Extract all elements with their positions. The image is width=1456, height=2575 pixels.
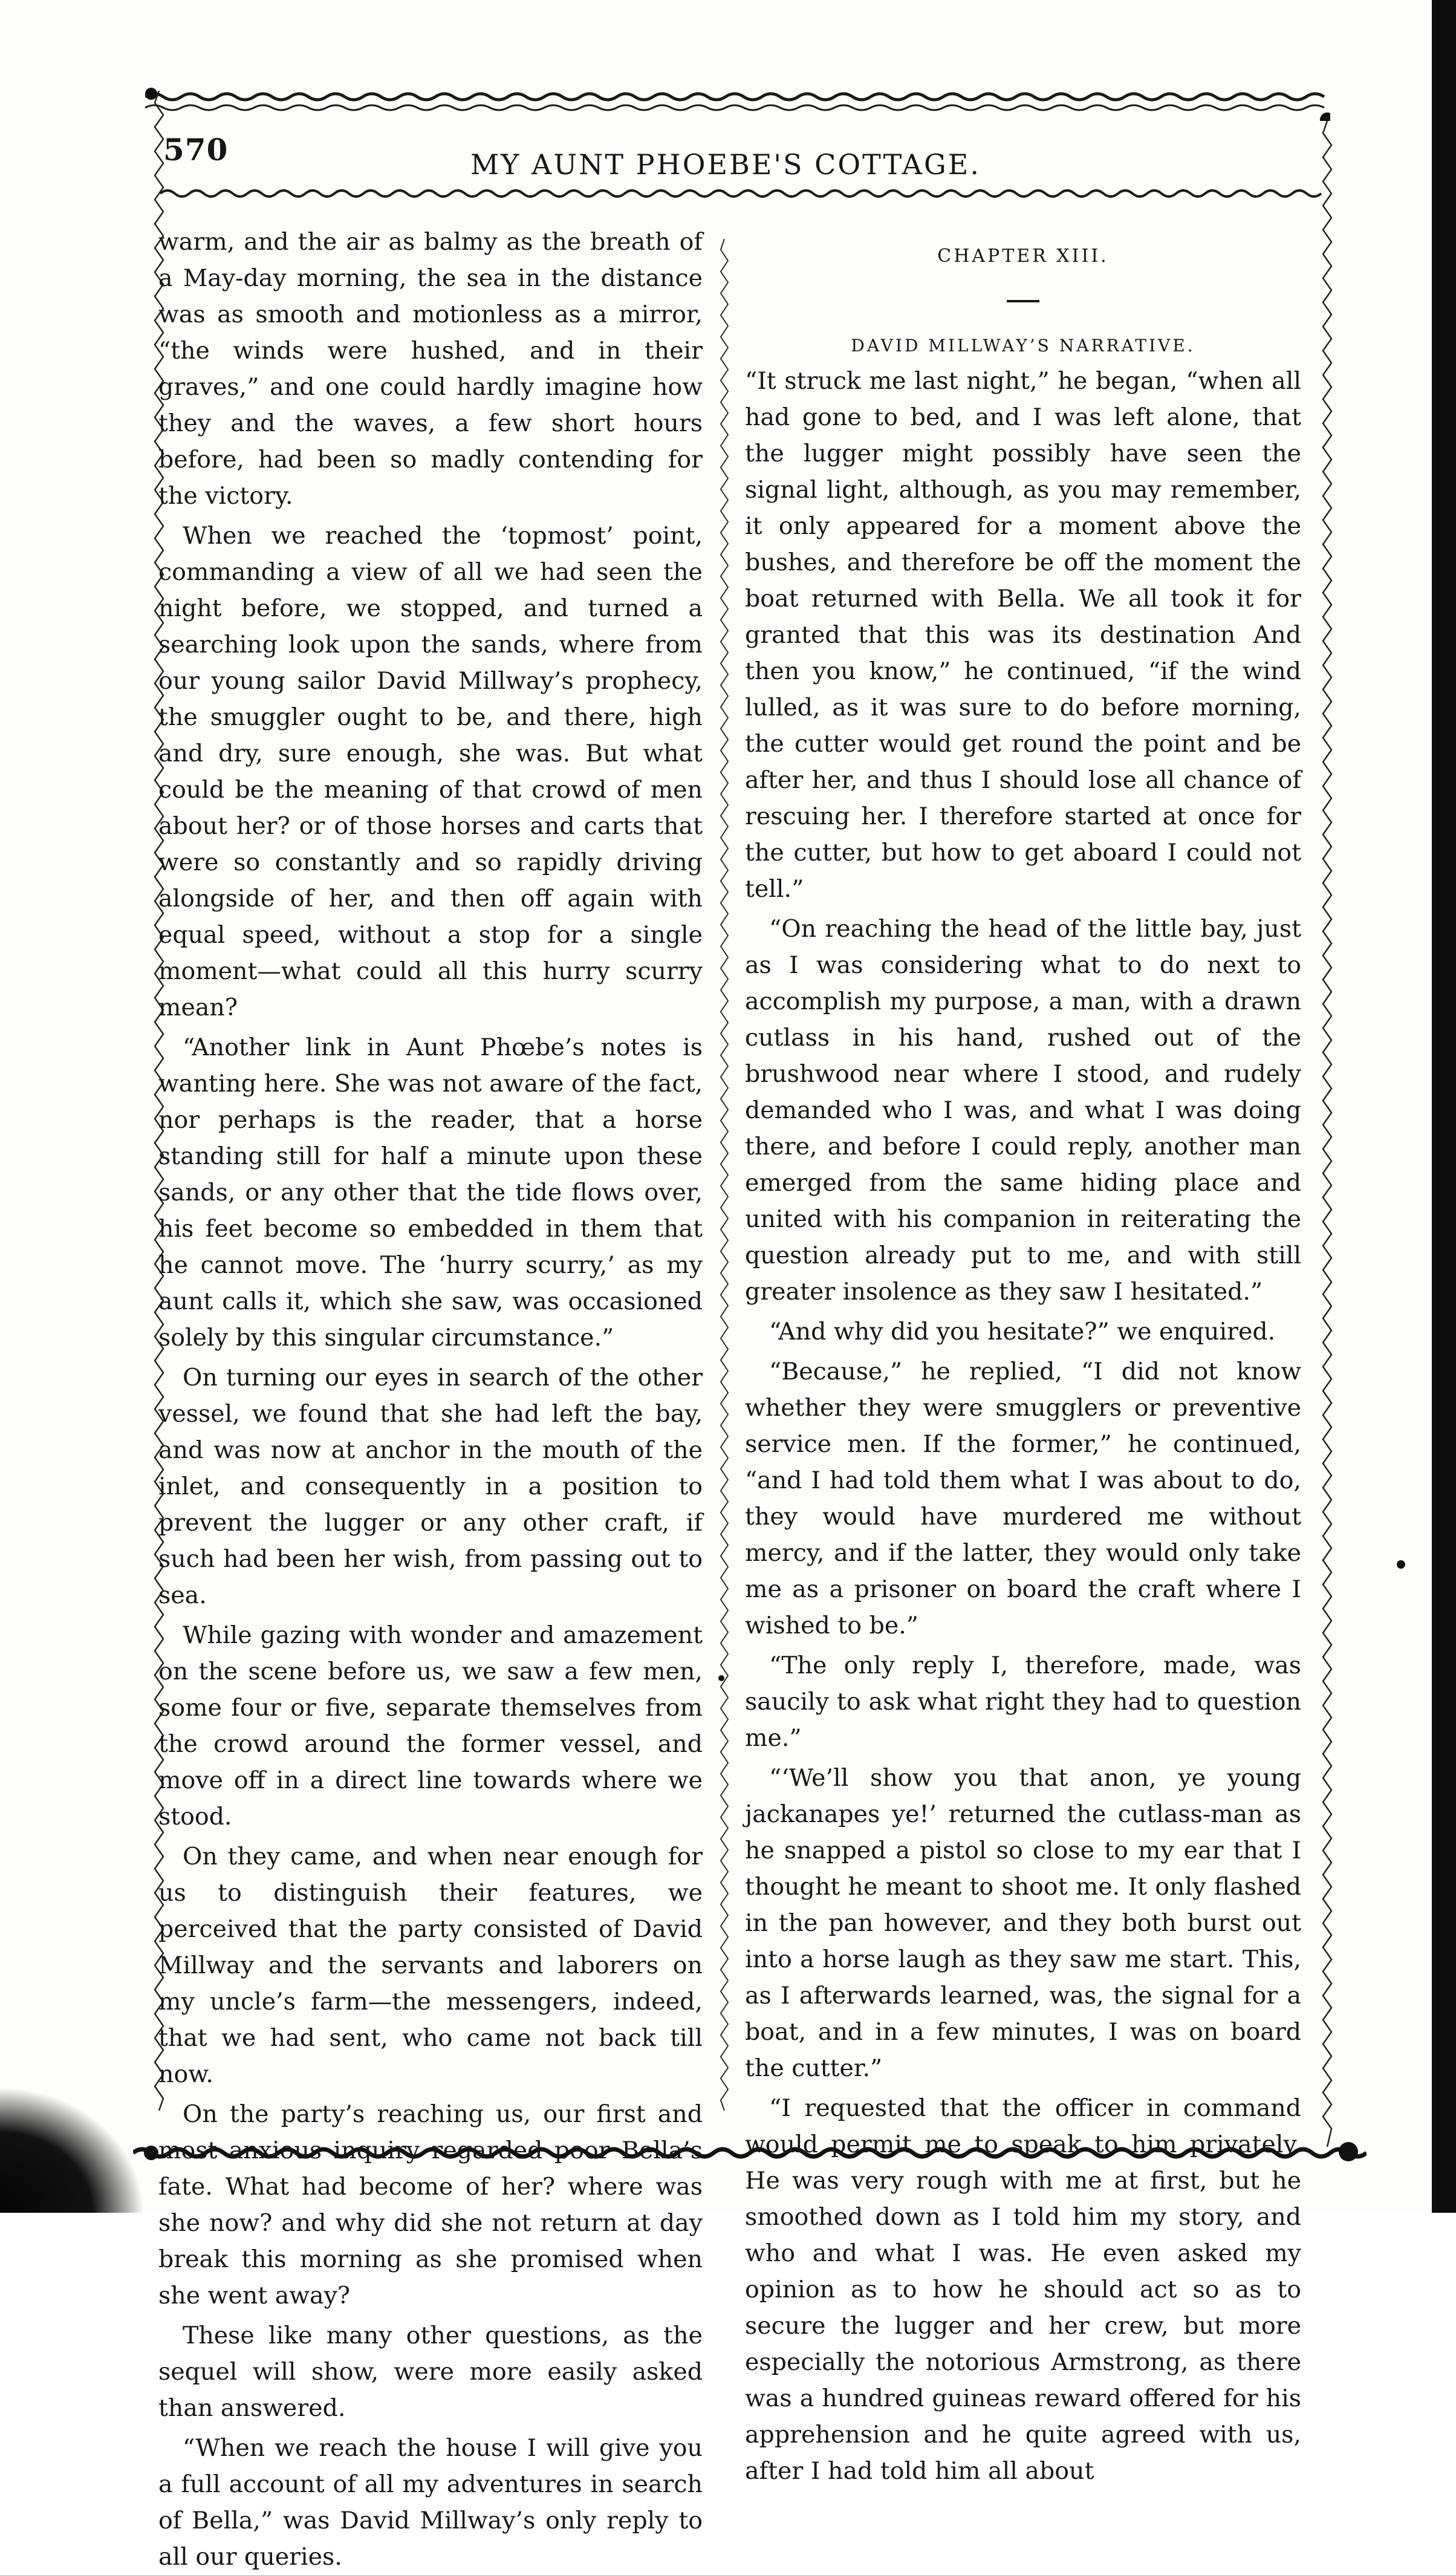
right-ornamental-border bbox=[1318, 121, 1336, 2147]
top-ornamental-border bbox=[145, 85, 1330, 121]
chapter-subtitle: DAVID MILLWAY’S NARRATIVE. bbox=[851, 336, 1195, 356]
left-paragraph-9: “When we reach the house I will give you a full account of all my adventures in search of Bella,” was David Millway’s only reply to all our queries. bbox=[158, 2434, 703, 2571]
page-number: 570 bbox=[163, 132, 229, 168]
left-paragraph-3: “Another link in Aunt Phœbe’s notes is wanting here. She was not aware of the fact, nor perhaps is the reader, that a horse standing still for half a minute upon these sands, or any other that the tide flows over, his feet become so embedded in them that he cannot move. The ‘hurry scurry,’ as my aunt calls it, which she saw, was occasioned solely by this singular circumstance.” bbox=[158, 1034, 703, 1352]
header-rule-border bbox=[160, 181, 1333, 206]
right-paragraph-1: “It struck me last night,” he began, “when all had gone to bed, and I was left alone, that the lugger might possibly have seen the signal light, although, as you may remember, it only appeared for a moment above the bushes, and therefore be off the moment the boat returned with Bella. We all took it for granted that this was its destination And then you know,” he continued, “if the wind lulled, as it was sure to do before morning, the cutter would get round the point and be after her, and thus I should lose all chance of rescuing her. I therefore started at once for the cutter, but how to get aboard I could not tell.” bbox=[745, 367, 1301, 903]
column-divider-border bbox=[717, 239, 732, 2111]
left-paragraph-5: While gazing with wonder and amazement on the scene before us, we saw a few men, some four or five, separate themselves from the crowd around the former vessel, and move off in a direct line towards where we stood. bbox=[158, 1621, 703, 1831]
scan-dark-edge bbox=[1432, 0, 1456, 2213]
right-column bbox=[745, 224, 1301, 2489]
scan-corner-shadow bbox=[0, 2086, 145, 2213]
chapter-title: CHAPTER XIII. bbox=[937, 246, 1109, 267]
chapter-rule bbox=[1007, 300, 1039, 302]
right-paragraph-6: “‘We’ll show you that anon, ye young jackanapes ye!’ returned the cutlass-man as he snapped a pistol so close to my ear that I thought he meant to shoot me. It only flashed in the pan however, and they both burst out into a horse laugh as they saw me start. This, as I afterwards learned, was, the signal for a boat, and in a few minutes, I was on board the cutter.” bbox=[745, 1764, 1301, 2082]
right-paragraph-4: “Because,” he replied, “I did not know whether they were smugglers or preventive service men. If the former,” he continued, “and I had told them what I was about to do, they would have murdered me without mercy, and if the latter, they would only take me as a prisoner on board the craft where I wished to be.” bbox=[745, 1358, 1301, 1639]
right-paragraph-5: “The only reply I, therefore, made, was saucily to ask what right they had to question me.” bbox=[745, 1652, 1301, 1752]
right-paragraph-2: “On reaching the head of the little bay, just as I was considering what to do next to accomplish my purpose, a man, with a drawn cutlass in his hand, rushed out of the brushwood near where I stood, and rudely demanded who I was, and what I was doing there, and before I could reply, another man emerged from the same hiding place and united with his companion in reiterating the question already put to me, and with still greater insolence as they saw I hesitated.” bbox=[745, 915, 1301, 1306]
left-paragraph-4: On turning our eyes in search of the other vessel, we found that she had left the bay, and was now at anchor in the mouth of the inlet, and consequently in a position to prevent the lugger or any other craft, if such had been her wish, from passing out to sea. bbox=[158, 1364, 703, 1609]
running-head: MY AUNT PHOEBE'S COTTAGE. bbox=[470, 148, 981, 181]
left-paragraph-8: These like many other questions, as the sequel will show, were more easily asked than answered. bbox=[158, 2322, 703, 2422]
left-paragraph-6: On they came, and when near enough for us to distinguish their features, we perceived that the party consisted of David Millway and the servants and laborers on my uncle’s farm—the messengers, indeed, that we had sent, who came not back till now. bbox=[158, 1843, 703, 2088]
left-column bbox=[158, 224, 703, 2575]
left-paragraph-2: When we reached the ‘topmost’ point, commanding a view of all we had seen the night before, we stopped, and turned a searching look upon the sands, where from our young sailor David Millway’s prophecy, the smuggler ought to be, and there, high and dry, sure enough, she was. But what could be the meaning of that crowd of men about her? or of those horses and carts that were so constantly and so rapidly driving alongside of her, and then off again with equal speed, without a stop for a single moment—what could all this hurry scurry mean? bbox=[158, 522, 703, 1021]
scan-speck bbox=[718, 1675, 724, 1681]
right-paragraph-3: “And why did you hesitate?” we enquired. bbox=[769, 1318, 1276, 1346]
scan-speck bbox=[1397, 1560, 1405, 1569]
left-paragraph-7: On the party’s reaching us, our first and most anxious inquiry regarded poor Bella’s fate. What had become of her? where was she now? and why did she not return at day break this morning as she promised when she went away? bbox=[158, 2100, 703, 2310]
right-paragraph-7: “I requested that the officer in command would permit me to speak to him privately. He was very rough with me at first, but he smoothed down as I told him my story, and who and what I was. He even asked my opinion as to how he should act so as to secure the lugger and her crew, but more especially the notorious Armstrong, as there was a hundred guineas reward offered for his apprehension and he quite agreed with us, after I had told him all about bbox=[745, 2094, 1301, 2485]
left-paragraph-1: warm, and the air as balmy as the breath of a May-day morning, the sea in the distance was as smooth and motionless as a mirror, “the winds were hushed, and in their graves,” and one could hardly imagine how they and the waves, a few short hours before, had been so madly contending for the victory. bbox=[158, 228, 703, 510]
